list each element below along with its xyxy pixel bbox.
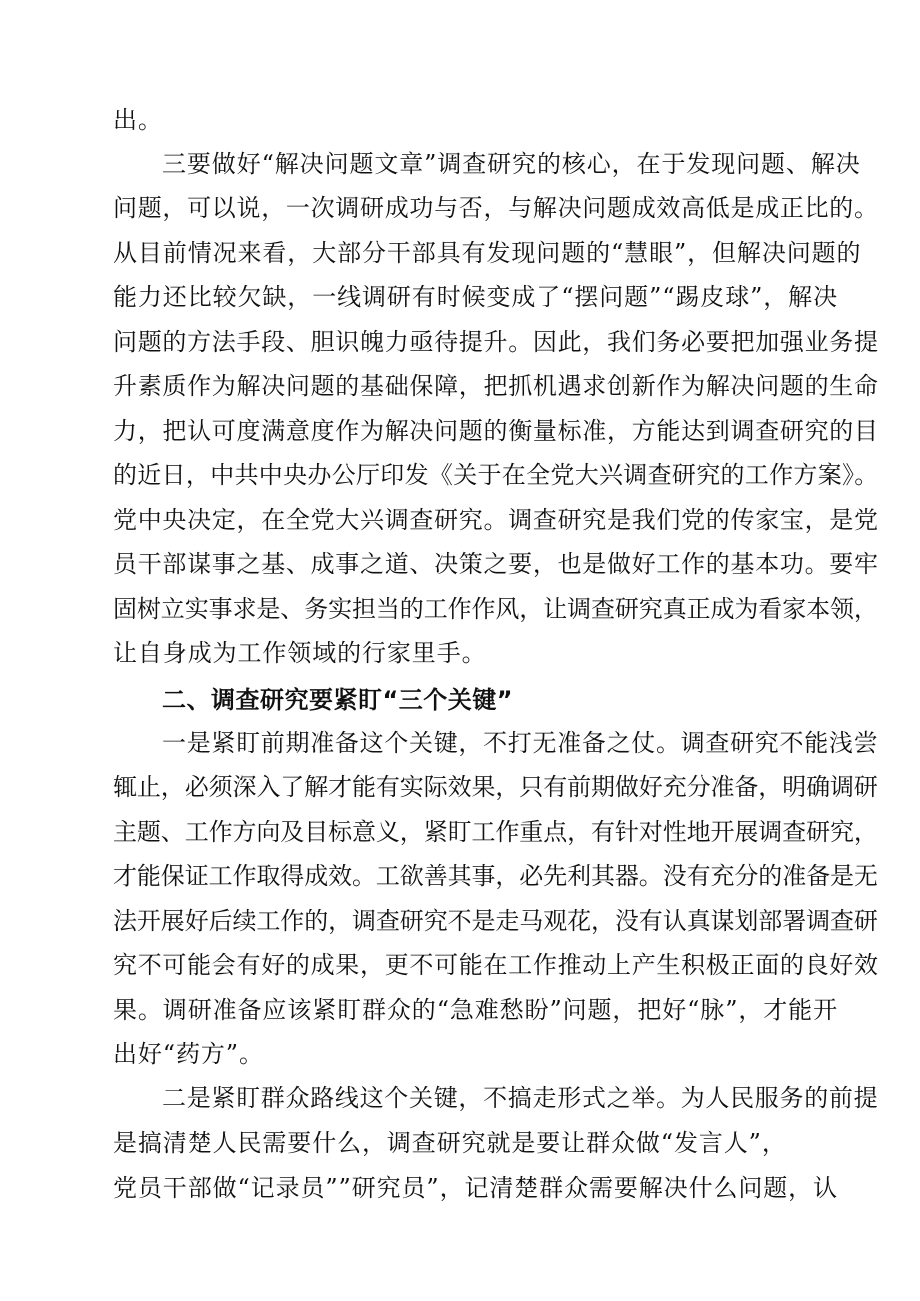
text-line-13: 让自身成为工作领域的行家里手。	[113, 639, 487, 667]
text-line-23: 二是紧盯群众路线这个关键，不搞走形式之举。为人民服务的前提	[162, 1084, 879, 1112]
text-line-3: 问题，可以说，一次调研成功与否，与解决问题成效高低是成正比的。	[113, 194, 879, 222]
text-line-24: 是搞清楚人民需要什么，调查研究就是要让群众做“发言人”，	[113, 1129, 787, 1157]
text-line-11: 员干部谋事之基、成事之道、决策之要，也是做好工作的基本功。要牢	[113, 550, 879, 578]
text-line-5: 能力还比较欠缺，一线调研有时候变成了“摆问题”“踢皮球”，解决	[113, 283, 838, 311]
text-line-12: 固树立实事求是、务实担当的工作作风，让调查研究真正成为看家本领，	[113, 595, 878, 623]
text-line-1: 出。	[113, 106, 163, 134]
text-line-7: 升素质作为解决问题的基础保障，把抓机遇求创新作为解决问题的生命	[113, 372, 879, 400]
text-line-2: 三要做好“解决问题文章”调查研究的核心，在于发现问题、解决	[162, 150, 861, 178]
text-line-19: 法开展好后续工作的，调查研究不是走马观花，没有认真谋划部署调查研	[113, 907, 878, 935]
text-line-18: 才能保证工作取得成效。工欲善其事，必先利其器。没有充分的准备是无	[113, 862, 878, 890]
text-line-10: 党中央决定，在全党大兴调查研究。调查研究是我们党的传家宝，是党	[113, 506, 879, 534]
text-line-9: 的近日，中共中央办公厅印发《关于在全党大兴调查研究的工作方案》。	[113, 461, 879, 489]
text-line-6: 问题的方法手段、胆识魄力亟待提升。因此，我们务必要把加强业务提	[113, 328, 879, 356]
text-line-15: 一是紧盯前期准备这个关键，不打无准备之仗。调查研究不能浅尝	[162, 729, 879, 757]
text-line-20: 究不可能会有好的成果，更不可能在工作推动上产生积极正面的良好效	[113, 951, 879, 979]
section-heading: 二、调查研究要紧盯“三个关键”	[162, 686, 514, 714]
text-line-4: 从目前情况来看，大部分干部具有发现问题的“慧眼”，但解决问题的	[113, 239, 862, 267]
text-line-22: 出好“药方”。	[113, 1040, 264, 1068]
text-line-25: 党员干部做“记录员””研究员”，记清楚群众需要解决什么问题，认	[113, 1174, 838, 1202]
text-line-17: 主题、工作方向及目标意义，紧盯工作重点，有针对性地开展调查研究，	[113, 818, 878, 846]
text-line-16: 辄止，必须深入了解才能有实际效果，只有前期做好充分准备，明确调研	[113, 773, 878, 801]
text-line-21: 果。调研准备应该紧盯群众的“急难愁盼”问题，把好“脉”，才能开	[113, 996, 838, 1024]
text-line-8: 力，把认可度满意度作为解决问题的衡量标准，方能达到调查研究的目	[113, 417, 879, 445]
